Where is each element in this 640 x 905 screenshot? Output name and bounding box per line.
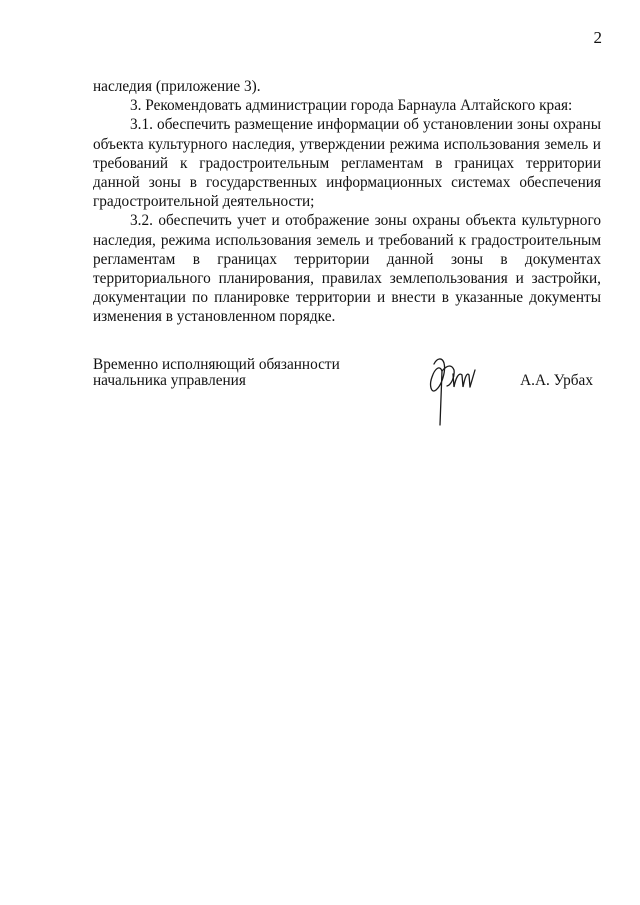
signature-icon bbox=[427, 355, 483, 427]
page-number: 2 bbox=[593, 28, 602, 47]
handwritten-signature bbox=[427, 355, 483, 432]
signer-name: А.А. Урбах bbox=[520, 372, 593, 389]
signer-title bbox=[93, 357, 340, 388]
paragraph-item-3-1: 3.1. обеспечить размещение информации об установлении зоны охраны объекта культурного наследия, утверждении режима использования земель и требований к градостроительным регламентам в границах территории данной зоны в государственных информационных системах обеспечения градостроительной деятельности; bbox=[93, 116, 601, 211]
document-body bbox=[93, 77, 601, 327]
signer-title-line-2: начальника управления bbox=[93, 371, 246, 389]
paragraph-item-3-2: 3.2. обеспечить учет и отображение зоны охраны объекта культурного наследия, режима использования земель и требований к градостроительным регламентам в границах территории данной зоны в документах территориального планирования, правилах землепользования и застройки, документации по планировке территории и внести в указанные документы изменения в установленном порядке. bbox=[93, 212, 601, 326]
paragraph-continuation: наследия (приложение 3). bbox=[93, 78, 261, 95]
signature-block bbox=[93, 357, 601, 437]
paragraph-item-3: 3. Рекомендовать администрации города Барнаула Алтайского края: bbox=[130, 97, 573, 115]
signer-title-line-1: Временно исполняющий обязанности bbox=[93, 356, 340, 373]
